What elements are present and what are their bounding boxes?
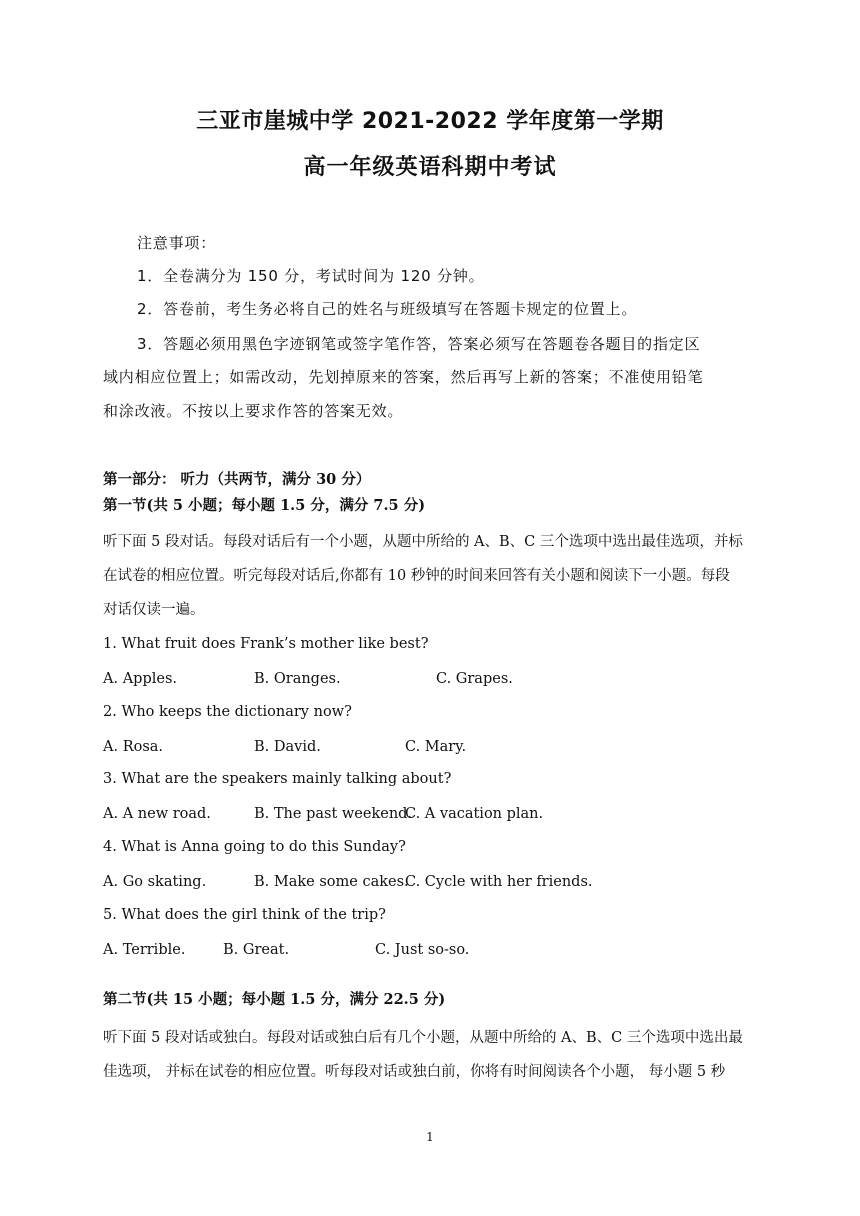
- question-3-option-b: B. The past weekend.: [254, 806, 413, 822]
- section1-instruction-line1: 听下面 5 段对话。每段对话后有一个小题，从题中所给的 A、B、C 三个选项中选出最佳选项，并标: [103, 534, 743, 550]
- question-5-option-c: C. Just so-so.: [375, 942, 470, 958]
- question-2-option-a: A. Rosa.: [103, 739, 164, 755]
- page-number: 1: [426, 1130, 434, 1144]
- question-4-option-c: C. Cycle with her friends.: [405, 874, 593, 890]
- question-3: 3. What are the speakers mainly talking about?: [103, 771, 452, 787]
- notice-item-3-line3: 和涂改液。不按以上要求作答的答案无效。: [103, 402, 404, 420]
- notice-item-1: 1．全卷满分为 150 分，考试时间为 120 分钟。: [137, 267, 485, 285]
- question-4-option-a: A. Go skating.: [103, 874, 207, 890]
- notice-item-3-line2: 域内相应位置上；如需改动，先划掉原来的答案，然后再写上新的答案；不准使用铅笔: [103, 368, 704, 386]
- exam-title-line2: 高一年级英语科期中考试: [303, 155, 557, 180]
- notice-item-2: 2．答卷前，考生务必将自己的姓名与班级填写在答题卡规定的位置上。: [137, 300, 638, 318]
- exam-title-line1: 三亚市崖城中学 2021-2022 学年度第一学期: [196, 109, 664, 134]
- question-4: 4. What is Anna going to do this Sunday?: [103, 839, 406, 855]
- question-5: 5. What does the girl think of the trip?: [103, 907, 386, 923]
- question-5-option-b: B. Great.: [223, 942, 290, 958]
- section2-instruction-line1: 听下面 5 段对话或独白。每段对话或独白后有几个小题，从题中所给的 A、B、C 三个选项中选出最: [103, 1030, 743, 1046]
- question-1-option-a: A. Apples.: [103, 671, 177, 687]
- question-1-option-c: C. Grapes.: [436, 671, 513, 687]
- section1-instruction-line2: 在试卷的相应位置。听完每段对话后,你都有 10 秒钟的时间来回答有关小题和阅读下一小题。每段: [103, 568, 730, 584]
- question-3-option-a: A. A new road.: [103, 806, 211, 822]
- notice-item-3-line1: 3．答题必须用黑色字迹钢笔或签字笔作答，答案必须写在答题卷各题目的指定区: [137, 335, 701, 353]
- part1-heading: 第一部分： 听力（共两节，满分 30 分）: [103, 471, 371, 488]
- question-4-option-b: B. Make some cakes.: [254, 874, 409, 890]
- section2-instruction-line2: 佳选项， 并标在试卷的相应位置。听每段对话或独白前，你将有时间阅读各个小题， 每小题 5 秒: [103, 1064, 726, 1080]
- question-2: 2. Who keeps the dictionary now?: [103, 704, 352, 720]
- notice-heading: 注意事项：: [137, 234, 217, 252]
- section1-instruction-line3: 对话仅读一遍。: [103, 602, 205, 618]
- question-1: 1. What fruit does Frank’s mother like best?: [103, 636, 429, 652]
- section2-heading: 第二节(共 15 小题；每小题 1.5 分，满分 22.5 分): [103, 991, 446, 1008]
- question-3-option-c: C. A vacation plan.: [405, 806, 544, 822]
- question-5-option-a: A. Terrible.: [103, 942, 186, 958]
- question-2-option-c: C. Mary.: [405, 739, 467, 755]
- section1-heading: 第一节(共 5 小题；每小题 1.5 分，满分 7.5 分): [103, 497, 426, 514]
- question-2-option-b: B. David.: [254, 739, 321, 755]
- question-1-option-b: B. Oranges.: [254, 671, 341, 687]
